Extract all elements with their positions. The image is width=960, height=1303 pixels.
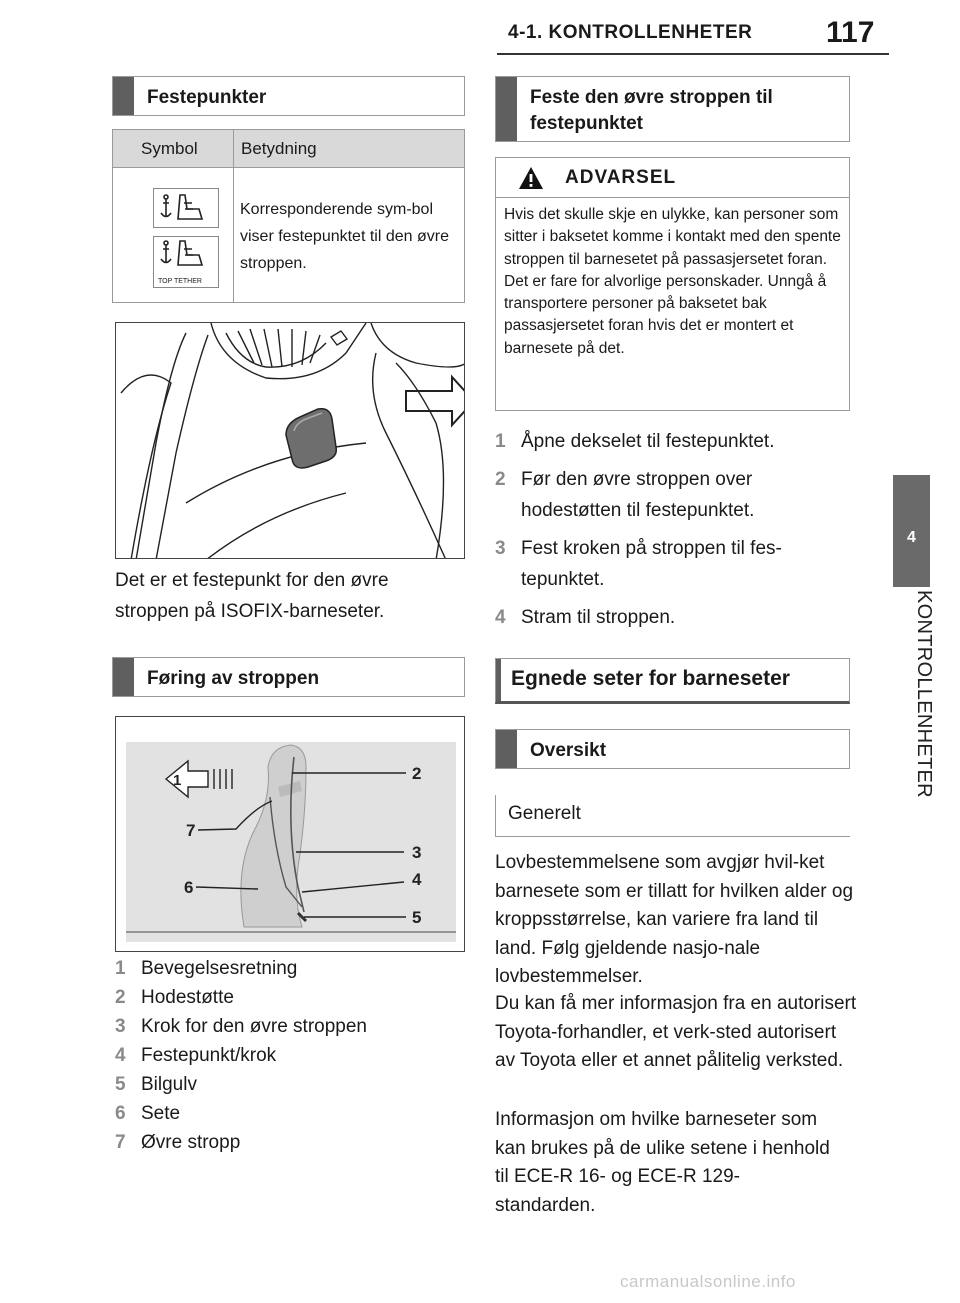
warning-triangle-icon: [518, 166, 544, 190]
step-item: 4 Stram til stroppen.: [495, 607, 676, 628]
paragraph-lovbestemmelser: Lovbestemmelsene som avgjør hvil-ket barnesete som er tillatt for hvilken alder og kroppsstørrelse, kan variere fra land til land. Følg gjeldende nasjo-nale lovbestemmelser.: [495, 852, 854, 987]
paragraph-informasjon: Du kan få mer informasjon fra en autorisert Toyota-forhandler, et verk-sted autorisert av Toyota eller et annet pålitelig verksted.: [495, 993, 857, 1071]
chapter-label: KONTROLLENHETER: [913, 590, 935, 798]
legend-item: 1 Bevegelsesretning: [115, 958, 298, 979]
generelt-heading-text: Generelt: [508, 803, 581, 824]
chapter-number: 4: [907, 529, 916, 546]
warning-box: [495, 157, 850, 411]
callout-2: 2: [412, 764, 422, 783]
section-title: 4-1. KONTROLLENHETER: [508, 22, 753, 43]
attach-steps: [495, 426, 855, 633]
symbol-table-header: [113, 130, 464, 168]
legend-item: 7 Øvre stropp: [115, 1132, 241, 1153]
symbol-description: Korresponderende sym-bol viser festepunktet til den øvre stroppen.: [240, 201, 449, 272]
festepunkt-caption: Det er et festepunkt for den øvre stroppen på ISOFIX-barneseter.: [115, 570, 389, 622]
step-item: 3 Fest kroken på stroppen til fes- tepunktet.: [495, 538, 782, 590]
egnede-seter-heading-text: Egnede seter for barneseter: [511, 667, 790, 690]
warning-title: ADVARSEL: [565, 167, 677, 188]
egnede-seter-heading: [495, 658, 850, 704]
legend-item: 6 Sete: [115, 1103, 181, 1124]
legend-item: 4 Festepunkt/krok: [115, 1045, 277, 1066]
callout-5: 5: [412, 908, 422, 927]
page-number: 117: [826, 16, 875, 49]
warning-header: [496, 158, 849, 198]
callout-3: 3: [412, 843, 422, 862]
warning-text: Hvis det skulle skje en ulykke, kan personer som sitter i baksetet komme i kontakt med den spente stroppen til barnesetet på passasjersetet foran. Det er fare for alvorlige personskader. Unngå å transportere personer på baksetet bak passasjersetet foran hvis det er montert et barnesete på det.: [504, 206, 841, 357]
foring-heading-text: Føring av stroppen: [147, 668, 320, 689]
step-item: 1 Åpne dekselet til festepunktet.: [495, 431, 775, 452]
callout-7: 7: [186, 821, 196, 840]
strap-legend: [115, 958, 465, 1161]
header-rule: [497, 53, 889, 55]
callout-1: 1: [173, 772, 182, 789]
festepunkter-heading-text: Festepunkter: [147, 87, 267, 108]
oversikt-heading-text: Oversikt: [530, 740, 607, 761]
feste-heading: [495, 76, 850, 142]
festepunkter-heading: [112, 76, 465, 116]
legend-item: 5 Bilgulv: [115, 1074, 197, 1095]
chapter-tab: [893, 475, 930, 587]
meaning-column-header: Betydning: [241, 139, 317, 158]
strap-routing-illustration: [115, 716, 465, 952]
oversikt-heading: [495, 729, 850, 769]
callout-4: 4: [412, 870, 422, 889]
symbol-column-header: Symbol: [141, 139, 198, 158]
feste-heading-text: Feste den øvre stroppen til festepunktet: [530, 87, 773, 134]
symbol-table: [112, 129, 465, 303]
foring-heading: [112, 657, 465, 697]
top-tether-label: TOP TETHER: [158, 278, 202, 285]
top-tether-icon: [153, 236, 219, 288]
anchor-point-illustration: [115, 322, 465, 559]
legend-item: 2 Hodestøtte: [115, 987, 234, 1008]
paragraph-barneseter: Informasjon om hvilke barneseter som kan brukes på de ulike setene i henhold til ECE-R 16- og ECE-R 129-standarden.: [495, 1109, 830, 1216]
generelt-heading: [495, 795, 850, 837]
step-item: 2 Før den øvre stroppen over hodestøtten til festepunktet.: [495, 469, 755, 521]
child-seat-anchor-icon: [153, 188, 219, 228]
watermark: carmanualsonline.info: [620, 1272, 796, 1291]
legend-item: 3 Krok for den øvre stroppen: [115, 1016, 367, 1037]
callout-6: 6: [184, 878, 194, 897]
